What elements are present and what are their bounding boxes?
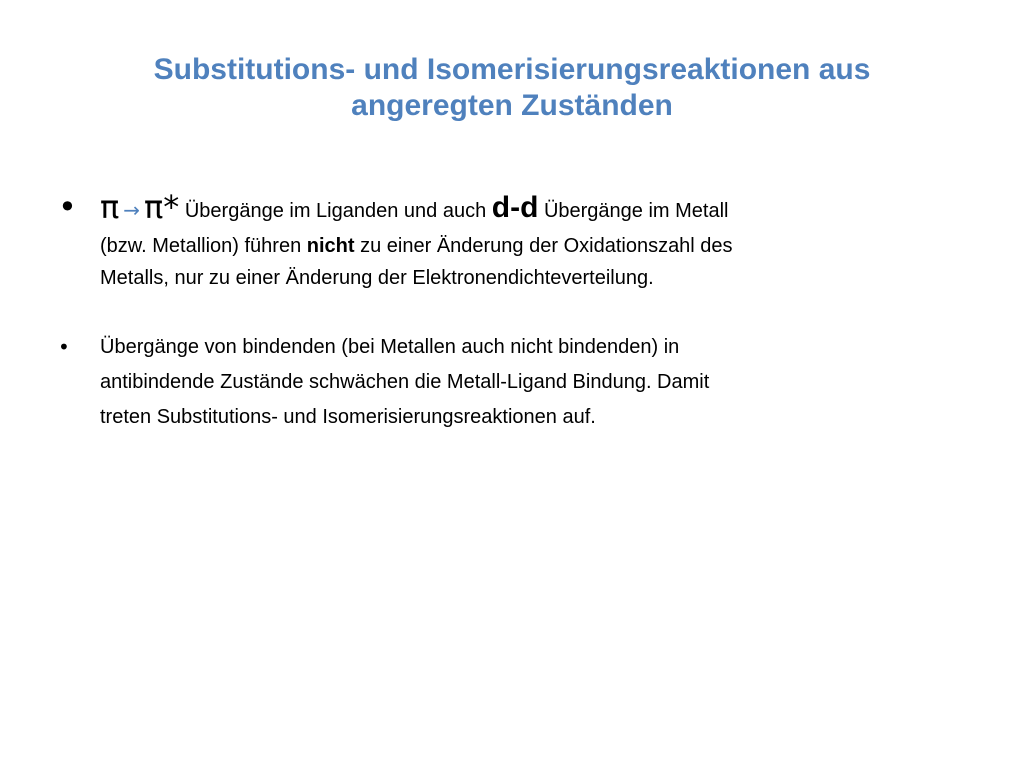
bullet-marker: •: [58, 335, 70, 359]
bullet-marker: •: [58, 188, 77, 226]
slide-title-line1: Substitutions- und Isomerisierungsreaktionen aus: [153, 53, 871, 86]
arrow-right-icon: →: [123, 198, 141, 222]
nicht-emphasis: nicht: [306, 235, 355, 257]
bullet-item-1: [58, 188, 958, 294]
bullet-1-line2-a: (bzw. Metallion) führen: [100, 235, 307, 257]
pi-symbol: π: [100, 188, 120, 226]
slide-title: [70, 52, 954, 124]
bullet-1-line2: [100, 230, 958, 262]
slide-title-line2: angeregten Zuständen: [351, 89, 673, 122]
bullet-2-line1: Übergänge von bindenden (bei Metallen auch nicht bindenden) in: [100, 336, 680, 358]
dd-label: d-d: [491, 191, 539, 224]
bullet-1-text-a: Übergänge im Liganden und auch: [179, 200, 492, 222]
bullet-2-line2: antibindende Zustände schwächen die Metall-Ligand Bindung. Damit: [100, 371, 710, 393]
pi-star-symbol: π*: [144, 188, 180, 226]
bullet-1-line3: Metalls, nur zu einer Änderung der Elektronendichteverteilung.: [100, 267, 654, 289]
bullet-1-line2-b: zu einer Änderung der Oxidationszahl des: [354, 235, 733, 257]
bullet-1-text-b: Übergänge im Metall: [538, 200, 729, 222]
bullet-list: [58, 188, 958, 435]
bullet-1-line1: [100, 188, 958, 230]
bullet-2-line3: treten Substitutions- und Isomerisierungsreaktionen auf.: [100, 406, 596, 428]
bullet-item-2: [58, 330, 958, 435]
